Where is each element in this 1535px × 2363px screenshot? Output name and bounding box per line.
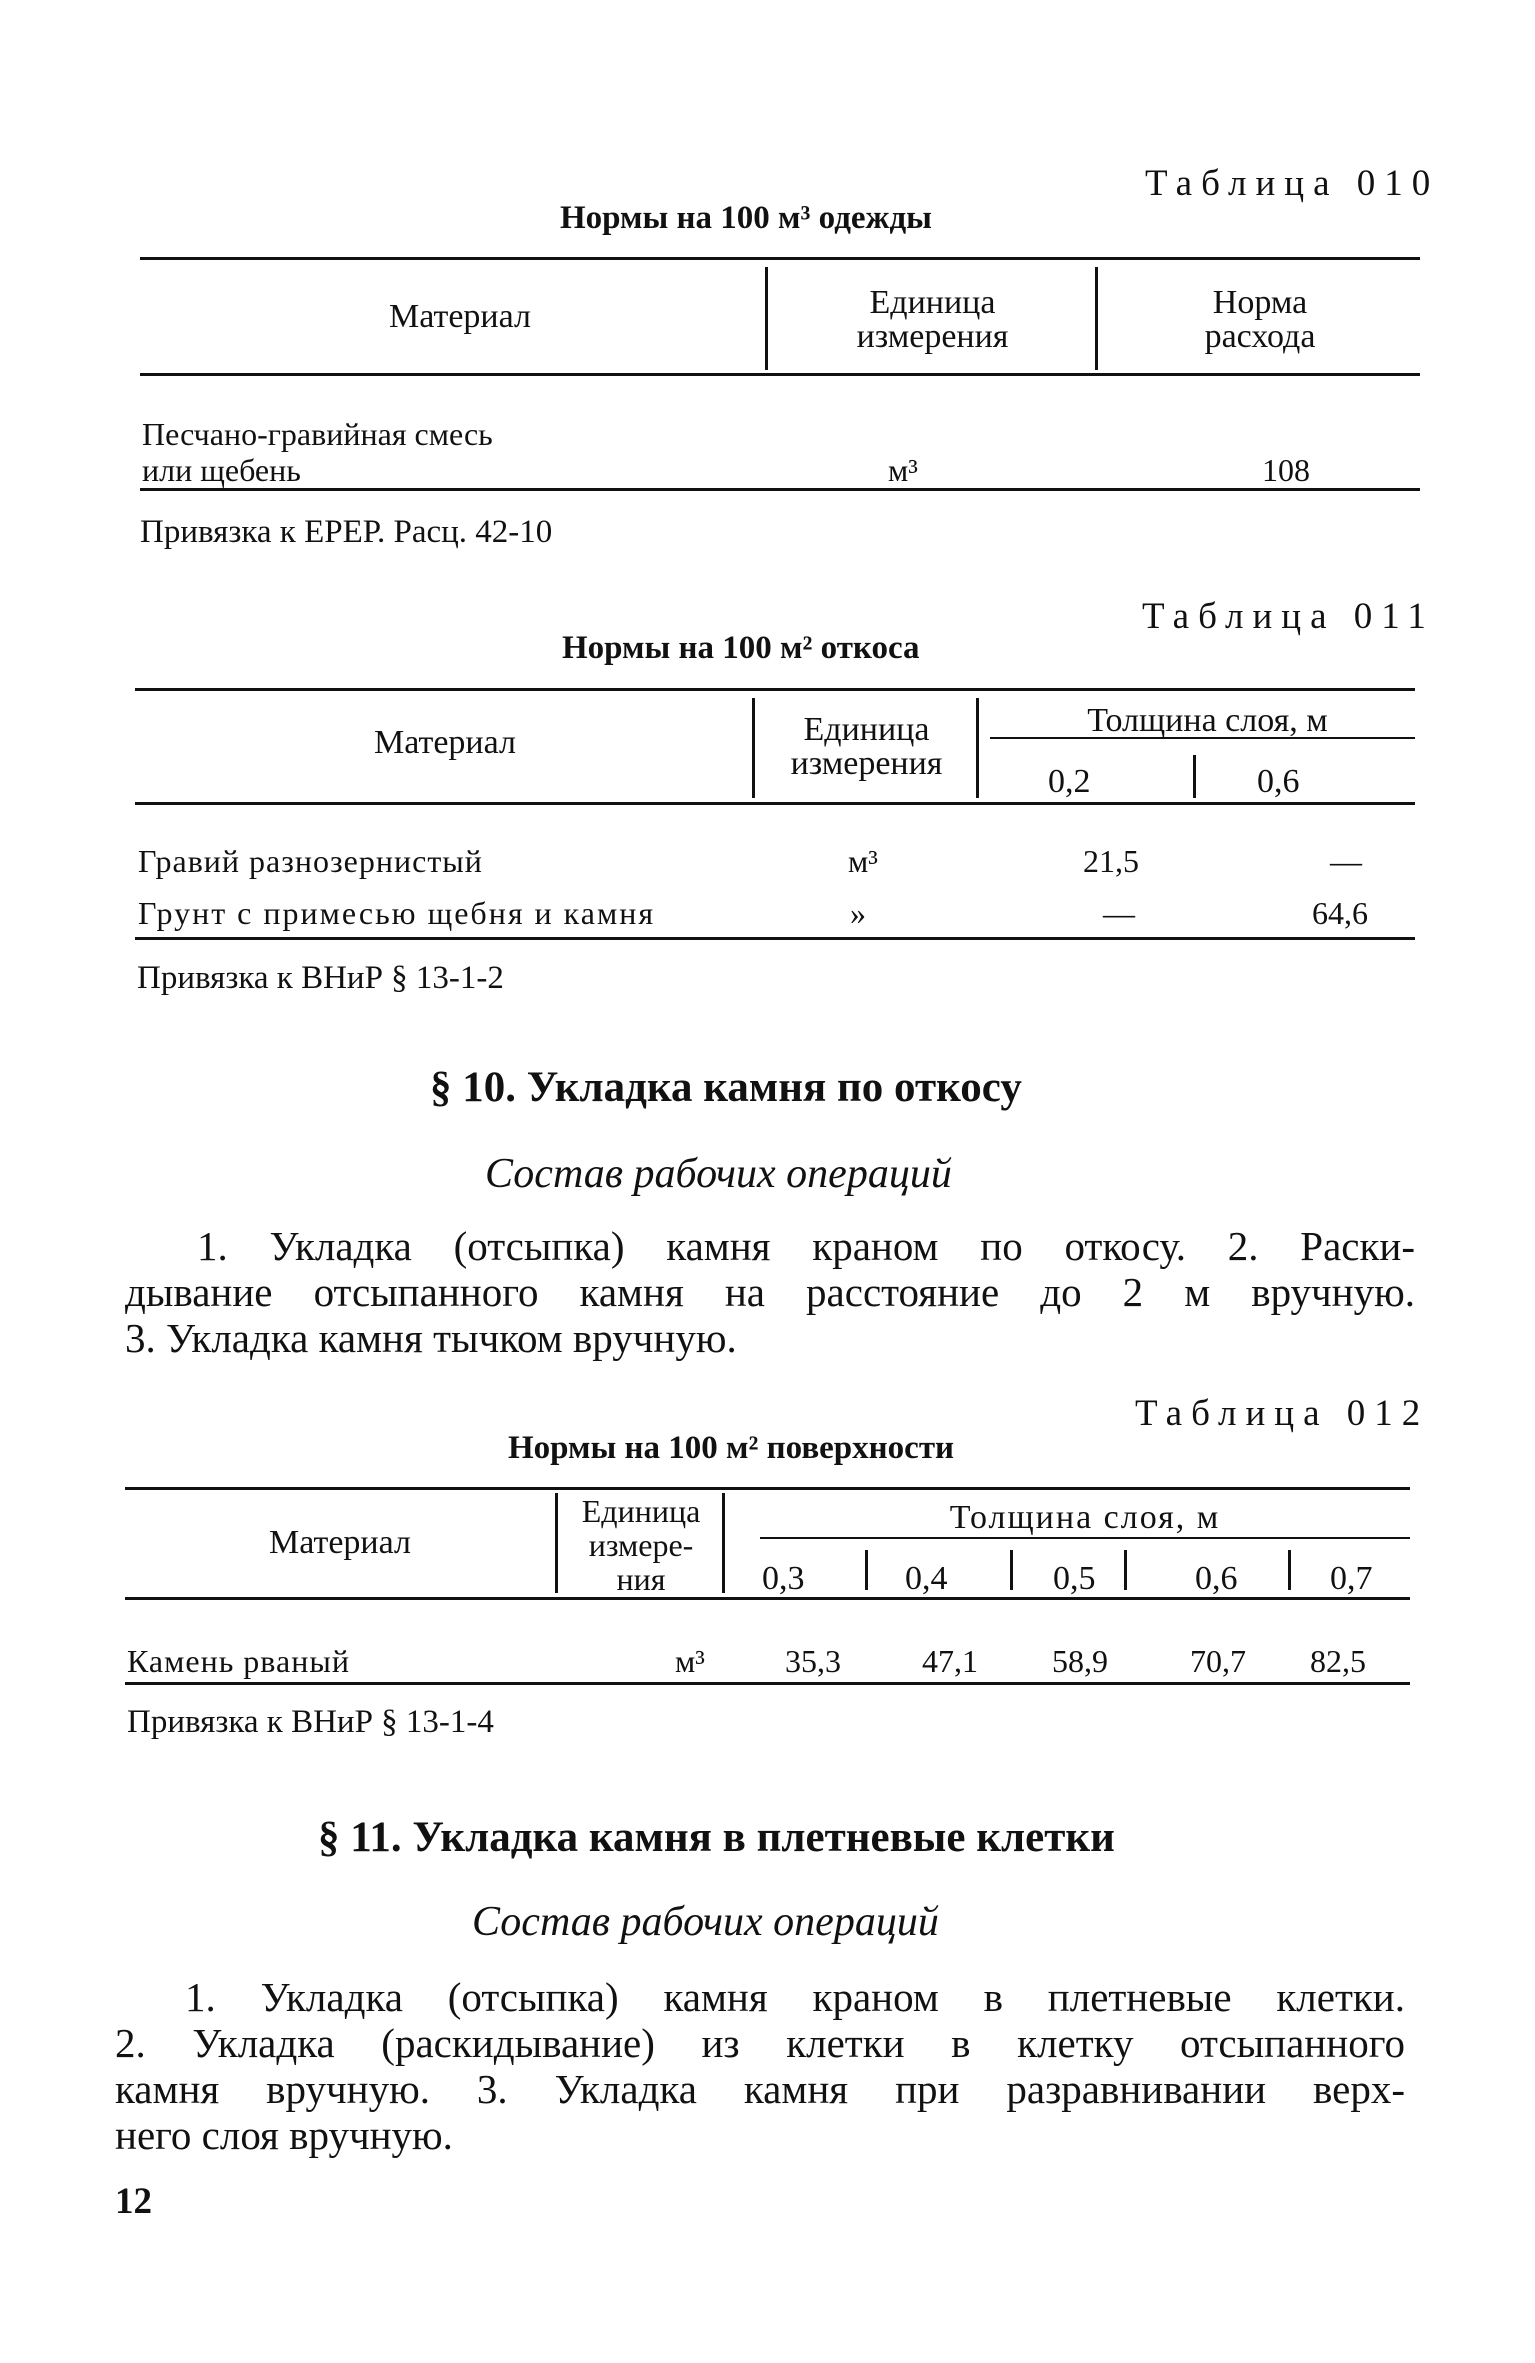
table-010-header-norm-1: Норма xyxy=(1212,284,1308,321)
table-012-header-material: Материал xyxy=(269,1524,411,1561)
table-010-header-material: Материал xyxy=(389,298,531,335)
section-10-line-2: дывание отсыпанного камня на расстояние до 2 м вручную. xyxy=(125,1269,1415,1315)
table-010-title: Нормы на 100 м³ одежды xyxy=(560,200,932,236)
table-012-bottom-rule xyxy=(125,1682,1410,1685)
table-011-divider-3 xyxy=(1193,755,1196,798)
table-012-header-unit-3: ния xyxy=(616,1561,666,1597)
table-012-header-thickness: Толщина слоя, м xyxy=(949,1499,1221,1536)
table-011-row-2-unit: » xyxy=(850,895,866,931)
table-010-label: Таблица 010 xyxy=(1145,163,1440,204)
table-011-divider-1 xyxy=(752,698,755,798)
table-012-header-col-5: 0,7 xyxy=(1330,1560,1373,1597)
table-011-header-t2: 0,6 xyxy=(1257,763,1300,800)
table-010-top-rule xyxy=(140,257,1420,260)
section-10-paragraph xyxy=(125,1223,1415,1361)
page-number: 12 xyxy=(115,2181,152,2222)
table-010-header-unit-1: Единица xyxy=(869,284,996,321)
section-11-subheading: Состав рабочих операций xyxy=(472,1899,939,1945)
table-011-header-thickness: Толщина слоя, м xyxy=(1087,702,1328,739)
table-012-row-v1: 35,3 xyxy=(785,1643,841,1679)
table-010-row-unit: м³ xyxy=(888,452,918,488)
table-011-top-rule xyxy=(135,688,1415,691)
table-010-row-value: 108 xyxy=(1262,452,1310,488)
table-012-row-material: Камень рваный xyxy=(127,1643,350,1679)
table-010-row-material-1: Песчано-гравийная смесь xyxy=(142,416,493,452)
table-012-header-col-4: 0,6 xyxy=(1195,1560,1238,1597)
table-012-row-v5: 82,5 xyxy=(1310,1643,1366,1679)
section-11-line-4: него слоя вручную. xyxy=(115,2112,453,2158)
table-011-row-1-material: Гравий разнозернистый xyxy=(138,843,483,879)
table-012-header-col-1: 0,3 xyxy=(762,1560,805,1597)
table-010-bottom-rule xyxy=(140,488,1420,491)
table-011-header-unit-1: Единица xyxy=(803,711,930,748)
table-011-label: Таблица 011 xyxy=(1142,596,1435,637)
table-012-label: Таблица 012 xyxy=(1135,1393,1430,1434)
table-010-divider-1 xyxy=(765,267,768,370)
table-012-divider-3 xyxy=(865,1550,868,1590)
table-012-row-v3: 58,9 xyxy=(1052,1643,1108,1679)
table-011-row-1-v2: — xyxy=(1330,843,1362,879)
section-11-line-1: 1. Укладка (отсыпка) камня краном в плетневые клетки. xyxy=(185,1974,1405,2020)
table-012-subheader-rule xyxy=(760,1537,1410,1539)
table-010-divider-2 xyxy=(1095,267,1098,370)
table-010-ref: Привязка к ЕРЕР. Расц. 42-10 xyxy=(140,514,553,550)
section-11-heading: § 11. Укладка камня в плетневые клетки xyxy=(318,1814,1115,1861)
table-012-ref: Привязка к ВНиР § 13-1-4 xyxy=(127,1704,494,1740)
section-10-subheading: Состав рабочих операций xyxy=(485,1151,952,1197)
section-10-line-3: 3. Укладка камня тычком вручную. xyxy=(125,1315,737,1361)
table-012-divider-2 xyxy=(722,1493,725,1593)
table-012-row-unit: м³ xyxy=(675,1643,705,1679)
table-011-row-2-v1: — xyxy=(1103,895,1135,931)
table-010-header-unit-2: измерения xyxy=(856,318,1009,355)
section-10-heading: § 10. Укладка камня по откосу xyxy=(430,1064,1022,1111)
table-010-header-norm-2: расхода xyxy=(1204,318,1316,355)
table-012-title: Нормы на 100 м² поверхности xyxy=(508,1430,955,1466)
table-011-bottom-rule xyxy=(135,937,1415,940)
section-11-paragraph xyxy=(115,1974,1405,2158)
section-10-line-1: 1. Укладка (отсыпка) камня краном по откосу. 2. Раски- xyxy=(197,1223,1415,1269)
table-011-row-1-unit: м³ xyxy=(848,843,878,879)
table-012-row-v4: 70,7 xyxy=(1190,1643,1246,1679)
table-011-row-2-v2: 64,6 xyxy=(1312,895,1368,931)
table-011-header-material: Материал xyxy=(374,724,516,761)
table-011-row-1-v1: 21,5 xyxy=(1083,843,1139,879)
table-012-header-col-3: 0,5 xyxy=(1053,1560,1096,1597)
table-011-ref: Привязка к ВНиР § 13-1-2 xyxy=(137,960,504,996)
table-012-divider-1 xyxy=(555,1493,558,1593)
section-11-line-2: 2. Укладка (раскидывание) из клетки в клетку отсыпанного xyxy=(115,2020,1405,2066)
table-012-header-unit-1: Единица xyxy=(581,1493,701,1529)
table-011-title: Нормы на 100 м² откоса xyxy=(562,630,920,666)
table-012-row-v2: 47,1 xyxy=(922,1643,978,1679)
section-11-line-3: камня вручную. 3. Укладка камня при разравнивании верх- xyxy=(115,2066,1405,2112)
table-011-header-t1: 0,2 xyxy=(1048,763,1091,800)
table-012-top-rule xyxy=(125,1487,1410,1490)
table-012-divider-4 xyxy=(1010,1550,1013,1590)
table-011-divider-2 xyxy=(976,698,979,798)
table-012-divider-5 xyxy=(1124,1550,1127,1590)
table-012-header-unit-2: измере- xyxy=(588,1527,694,1563)
table-012-divider-6 xyxy=(1288,1550,1291,1590)
table-011-row-2-material: Грунт с примесью щебня и камня xyxy=(138,895,656,931)
table-011-header-rule xyxy=(135,802,1415,805)
table-012-header-col-2: 0,4 xyxy=(905,1560,948,1597)
table-011-header-unit-2: измерения xyxy=(790,745,943,782)
table-010-header-rule xyxy=(140,373,1420,376)
table-010-row-material-2: или щебень xyxy=(142,452,301,488)
table-012-header-rule xyxy=(125,1597,1410,1600)
